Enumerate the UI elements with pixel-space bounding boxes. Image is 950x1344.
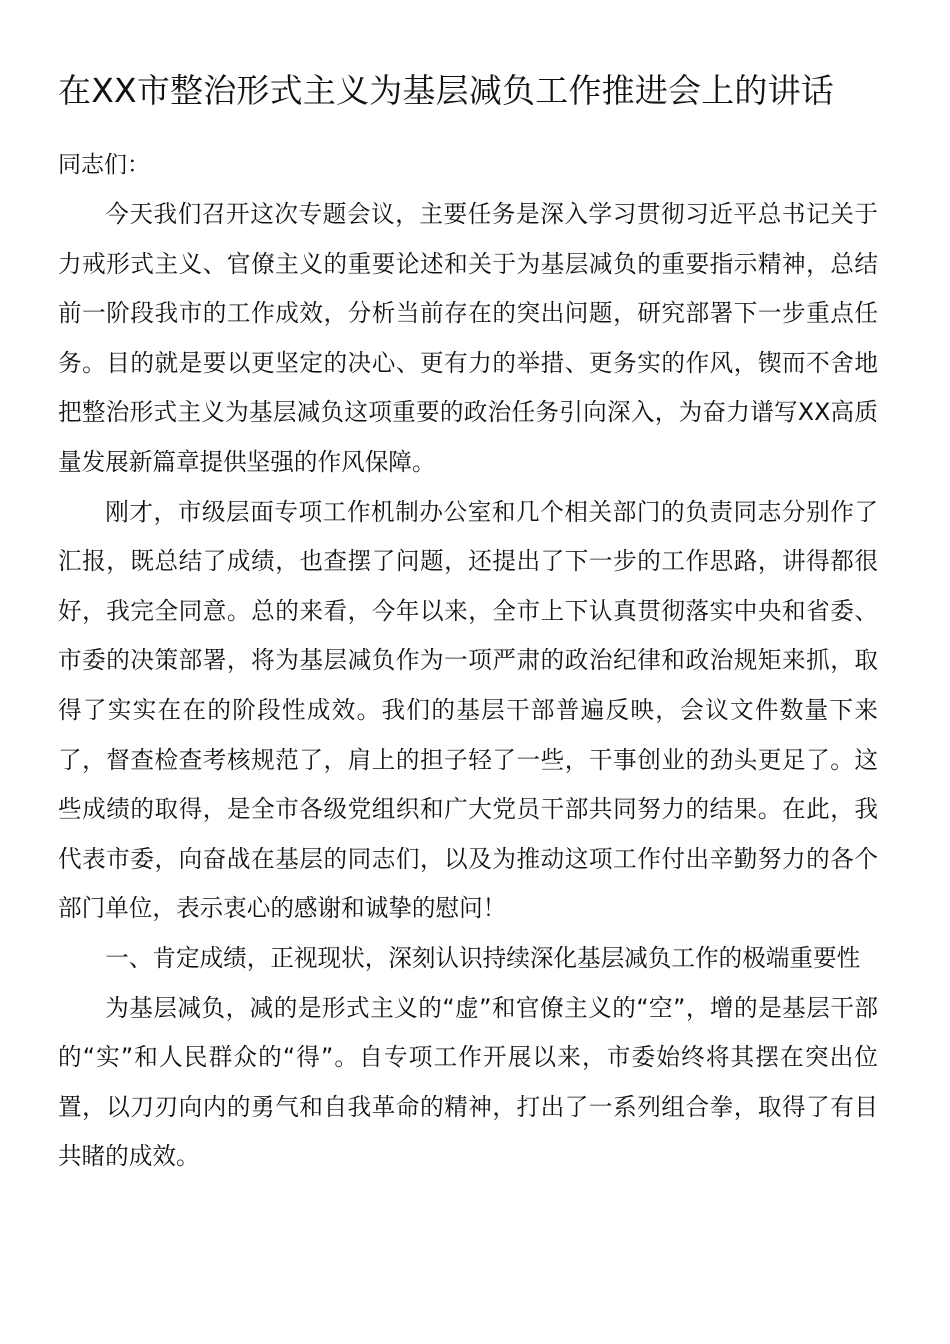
paragraph-intro: 今天我们召开这次专题会议，主要任务是深入学习贯彻习近平总书记关于力戒形式主义、官僚主义的重要论述和关于为基层减负的重要指示精神，总结前一阶段我市的工作成效，分析当前存在的突出问题，研究部署下一步重点任务。目的就是要以更坚定的决心、更有力的举措、更务实的作风，锲而不舍地把整治形式主义为基层减负这项重要的政治任务引向深入，为奋力谱写XX高质量发展新篇章提供坚强的作风保障。 [58,200,878,476]
salutation: 同志们： [58,152,150,178]
paragraph-achievements: 刚才，市级层面专项工作机制办公室和几个相关部门的负责同志分别作了汇报，既总结了成绩，也查摆了问题，还提出了下一步的工作思路，讲得都很好，我完全同意。总的来看，今年以来，全市上下认真贯彻落实中央和省委、市委的决策部署，将为基层减负作为一项严肃的政治纪律和政治规矩来抓，取得了实实在在的阶段性成效。我们的基层干部普遍反映，会议文件数量下来了，督查检查考核规范了，肩上的担子轻了一些，干事创业的劲头更足了。这些成绩的取得，是全市各级党组织和广大党员干部共同努力的结果。在此，我代表市委，向奋战在基层的同志们，以及为推动这项工作付出辛勤努力的各个部门单位，表示衷心的感谢和诚挚的慰问！ [58,497,878,923]
document-body [58,190,878,1182]
paragraph-section-1: 为基层减负，减的是形式主义的“虚”和官僚主义的“空”，增的是基层干部的“实”和人民群众的“得”。自专项工作开展以来，市委始终将其摆在突出位置，以刀刃向内的勇气和自我革命的精神，打出了一系列组合拳，取得了有目共睹的成效。 [58,993,878,1171]
document-title: 在XX市整治形式主义为基层减负工作推进会上的讲话 [58,71,835,110]
section-heading-1: 一、肯定成绩，正视现状，深刻认识持续深化基层减负工作的极端重要性 [105,943,861,972]
